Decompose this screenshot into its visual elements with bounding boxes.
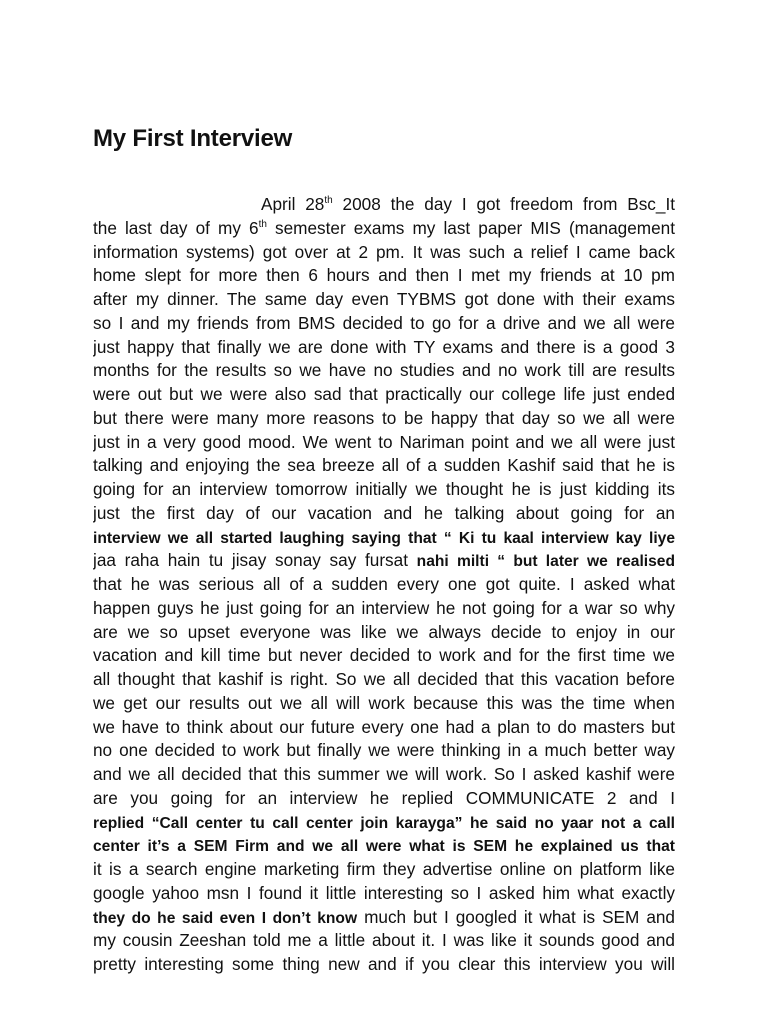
text-line — [93, 241, 675, 265]
text-run: it is a search engine marketing firm they advertise online on platform like — [93, 859, 675, 879]
text-line — [93, 383, 675, 407]
text-line — [93, 502, 675, 526]
text-run: vacation and kill time but never decided to work and for the first time we — [93, 645, 675, 666]
text-run: going for an interview tomorrow initially we thought he is just kidding its — [93, 479, 675, 499]
text-run: just happy that finally we are done with TY exams and there is a good 3 — [93, 336, 675, 357]
text-run: my cousin Zeeshan told me a little about it. I was like it sounds good and — [93, 930, 675, 951]
superscript: th — [258, 218, 267, 230]
text-run: but there were many more reasons to be happy that day so we all were — [93, 407, 675, 428]
text-run: that he was serious all of a sudden every one got quite. I asked what — [93, 574, 675, 594]
text-run: April 28 — [261, 194, 325, 214]
bold-text: nahi milti “ but later we realised — [416, 553, 675, 571]
text-run: much but I googled it what is SEM and — [357, 906, 675, 927]
text-run: pretty interesting some thing new and if you clear this interview you will — [93, 954, 675, 974]
text-line — [93, 478, 675, 502]
text-line — [93, 787, 675, 811]
text-run: we have to think about our future every one had a plan to do masters but — [93, 716, 675, 737]
bold-text: replied “Call center tu call center join karayga” he said no yaar not a call — [93, 814, 675, 832]
text-run: after my dinner. The same day even TYBMS got done with their exams — [93, 289, 675, 309]
text-line — [93, 264, 675, 288]
text-line — [93, 549, 675, 573]
text-run: no one decided to work but finally we were thinking in a much better way — [93, 740, 675, 761]
page-title: My First Interview — [93, 125, 293, 152]
text-line — [93, 217, 675, 241]
text-run: so I and my friends from BMS decided to go for a drive and we all were — [93, 312, 675, 333]
text-line — [93, 454, 675, 478]
text-run: are we so upset everyone was like we always decide to enjoy in our — [93, 621, 675, 642]
text-line — [93, 858, 675, 882]
text-run: are you going for an interview he replied COMMUNICATE 2 and I — [93, 787, 675, 808]
text-line — [93, 336, 675, 360]
text-run: information systems) got over at 2 pm. It was such a relief I came back — [93, 241, 675, 262]
text-line — [93, 953, 675, 977]
text-line — [93, 692, 675, 716]
text-run: 2008 the day I got freedom from Bsc_It — [332, 194, 675, 214]
text-run: months for the results so we have no studies and no work till are results — [93, 360, 675, 381]
text-line — [93, 621, 675, 645]
text-line — [93, 763, 675, 787]
text-line — [93, 716, 675, 740]
text-run: were out but we were also sad that practically our college life just ended — [93, 384, 675, 404]
text-run: the last day of my 6 — [93, 217, 259, 238]
text-line — [93, 882, 675, 906]
text-run: happen guys he just going for an interview he not going for a war so why — [93, 597, 675, 618]
text-line — [93, 644, 675, 668]
text-run: all thought that kashif is right. So we all decided that this vacation before — [93, 669, 675, 689]
text-line — [93, 739, 675, 763]
text-line — [93, 668, 675, 692]
text-line — [93, 407, 675, 431]
superscript: th — [324, 195, 333, 206]
text-line — [93, 929, 675, 953]
text-line — [93, 431, 675, 455]
text-line — [93, 597, 675, 621]
text-run: google yahoo msn I found it little interesting so I asked him what exactly — [93, 882, 675, 903]
text-line — [93, 288, 675, 312]
text-line — [93, 811, 675, 835]
bold-text: they do he said even I don’t know — [93, 909, 358, 927]
text-run: and we all decided that this summer we will work. So I asked kashif were — [93, 764, 675, 784]
text-run: talking and enjoying the sea breeze all of a sudden Kashif said that he is — [93, 455, 675, 476]
text-line — [93, 193, 675, 217]
text-run: just the first day of our vacation and he talking about going for an — [93, 502, 675, 523]
text-line — [93, 906, 675, 930]
text-run: we get our results out we all will work because this was the time when — [93, 692, 675, 713]
body-paragraph — [93, 193, 675, 977]
text-run: semester exams my last paper MIS (management — [266, 217, 675, 238]
bold-text: center it’s a SEM Firm and we all were what is SEM he explained us that — [93, 838, 675, 856]
text-line — [93, 526, 675, 550]
text-run: just in a very good mood. We went to Nariman point and we all were just — [93, 431, 675, 452]
text-line — [93, 834, 675, 858]
bold-text: interview we all started laughing saying that “ Ki tu kaal interview kay liye — [93, 529, 675, 547]
text-line — [93, 312, 675, 336]
text-run: jaa raha hain tu jisay sonay say fursat — [93, 550, 417, 571]
text-line — [93, 573, 675, 597]
text-run: home slept for more then 6 hours and then I met my friends at 10 pm — [93, 265, 675, 286]
text-line — [93, 359, 675, 383]
